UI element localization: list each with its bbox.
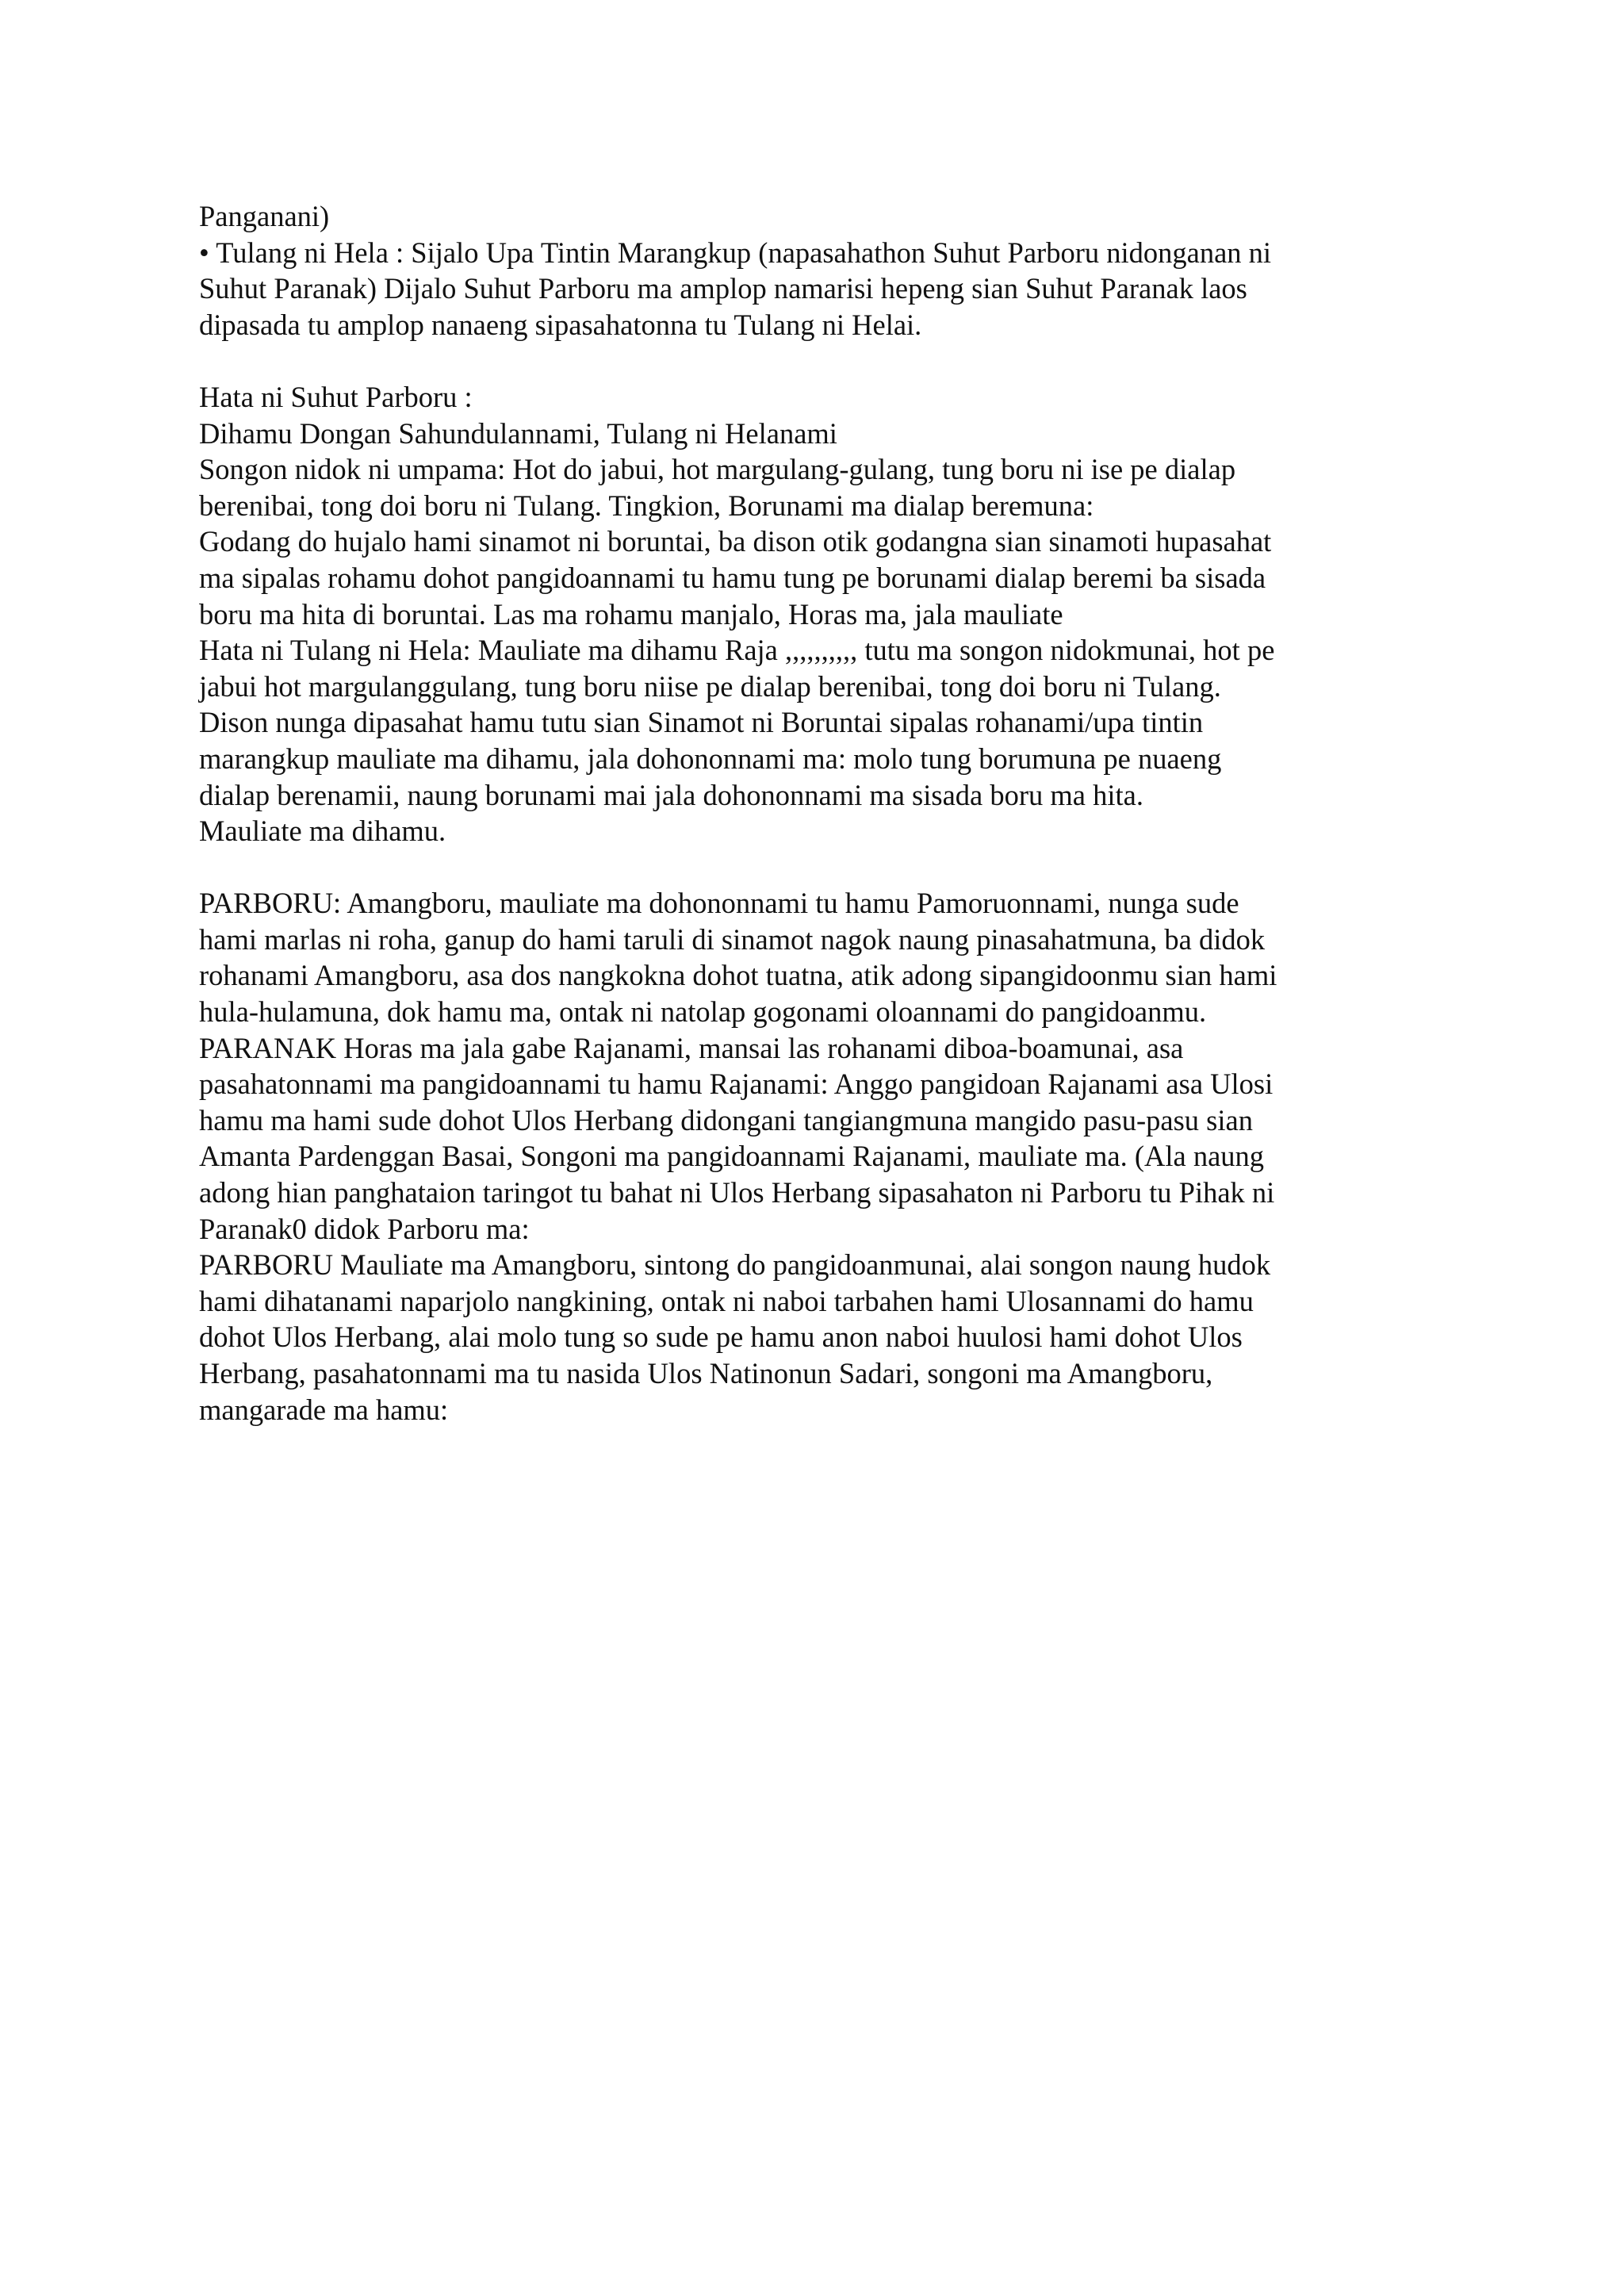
paragraph-gap bbox=[199, 343, 1436, 379]
text-line: Paranak0 didok Parboru ma: bbox=[199, 1212, 530, 1245]
text-line: pasahatonnami ma pangidoannami tu hamu Rajanami: Anggo pangidoan Rajanami asa Ulosi bbox=[199, 1068, 1274, 1101]
text-line: Herbang, pasahatonnami ma tu nasida Ulos Natinonun Sadari, songoni ma Amangboru, bbox=[199, 1357, 1213, 1389]
text-line: Songon nidok ni umpama: Hot do jabui, hot margulang-gulang, tung boru ni ise pe dialap bbox=[199, 453, 1236, 486]
text-line: Mauliate ma dihamu. bbox=[199, 815, 446, 848]
paragraph-intro bbox=[199, 198, 1436, 343]
text-line: Godang do hujalo hami sinamot ni boruntai, ba dison otik godangna sian sinamoti hupasahat bbox=[199, 525, 1272, 558]
text-line: mangarade ma hamu: bbox=[199, 1393, 449, 1426]
text-line: hami marlas ni roha, ganup do hami taruli di sinamot nagok naung pinasahatmuna, ba didok bbox=[199, 922, 1266, 956]
text-line: marangkup mauliate ma dihamu, jala dohononnami ma: molo tung borumuna pe nuaeng bbox=[199, 742, 1222, 775]
text-line: PARBORU Mauliate ma Amangboru, sintong do pangidoanmunai, alai songon naung hudok bbox=[199, 1248, 1271, 1282]
text-line: dialap berenamii, naung borunami mai jala dohononnami ma sisada boru ma hita. bbox=[199, 778, 1143, 811]
text-line: rohanami Amangboru, asa dos nangkokna dohot tuatna, atik adong sipangidoonmu sian hami bbox=[199, 959, 1277, 992]
text-line: jabui hot margulanggulang, tung boru niise pe dialap berenibai, tong doi boru ni Tulang. bbox=[199, 669, 1221, 703]
text-line: dohot Ulos Herbang, alai molo tung so sude pe hamu anon naboi huulosi hami dohot Ulos bbox=[199, 1320, 1243, 1354]
document-body bbox=[199, 198, 1436, 1428]
text-line: PARBORU: Amangboru, mauliate ma dohononnami tu hamu Pamoruonnami, nunga sude bbox=[199, 887, 1239, 920]
text-line: PARANAK Horas ma jala gabe Rajanami, mansai las rohanami diboa-boamunai, asa bbox=[199, 1031, 1184, 1064]
text-line: Panganani) bbox=[199, 200, 330, 232]
paragraph-gap bbox=[199, 849, 1436, 886]
text-line: boru ma hita di boruntai. Las ma rohamu manjalo, Horas ma, jala mauliate bbox=[199, 597, 1063, 631]
text-line: adong hian panghataion taringot tu bahat ni Ulos Herbang sipasahaton ni Parboru tu Pihak ni bbox=[199, 1176, 1275, 1209]
paragraph-hata-suhut-parboru bbox=[199, 379, 1436, 849]
text-line: berenibai, tong doi boru ni Tulang. Tingkion, Borunami ma dialap beremuna: bbox=[199, 489, 1094, 522]
text-line: Hata ni Tulang ni Hela: Mauliate ma dihamu Raja ,,,,,,,,,, tutu ma songon nidokmunai, hot pe bbox=[199, 634, 1275, 667]
text-line: Dihamu Dongan Sahundulannami, Tulang ni Helanami bbox=[199, 416, 837, 450]
text-line: • Tulang ni Hela : Sijalo Upa Tintin Marangkup (napasahathon Suhut Parboru nidonganan ni bbox=[199, 236, 1272, 269]
text-line: hamu ma hami sude dohot Ulos Herbang didongani tangiangmuna mangido pasu-pasu sian bbox=[199, 1103, 1253, 1137]
text-line: Dison nunga dipasahat hamu tutu sian Sinamot ni Boruntai sipalas rohanami/upa tintin bbox=[199, 706, 1204, 739]
text-line: Amanta Pardenggan Basai, Songoni ma pangidoannami Rajanami, mauliate ma. (Ala naung bbox=[199, 1140, 1265, 1173]
text-line: ma sipalas rohamu dohot pangidoannami tu hamu tung pe borunami dialap beremi ba sisada bbox=[199, 561, 1266, 594]
text-line: hami dihatanami naparjolo nangkining, ontak ni naboi tarbahen hami Ulosannami do hamu bbox=[199, 1284, 1254, 1317]
text-line: Hata ni Suhut Parboru : bbox=[199, 380, 473, 413]
text-line: hula-hulamuna, dok hamu ma, ontak ni natolap gogonami oloannami do pangidoanmu. bbox=[199, 995, 1207, 1029]
text-line: dipasada tu amplop nanaeng sipasahatonna tu Tulang ni Helai. bbox=[199, 308, 922, 341]
paragraph-parboru-paranak bbox=[199, 885, 1436, 1428]
text-line: Suhut Paranak) Dijalo Suhut Parboru ma amplop namarisi hepeng sian Suhut Paranak laos bbox=[199, 272, 1247, 305]
